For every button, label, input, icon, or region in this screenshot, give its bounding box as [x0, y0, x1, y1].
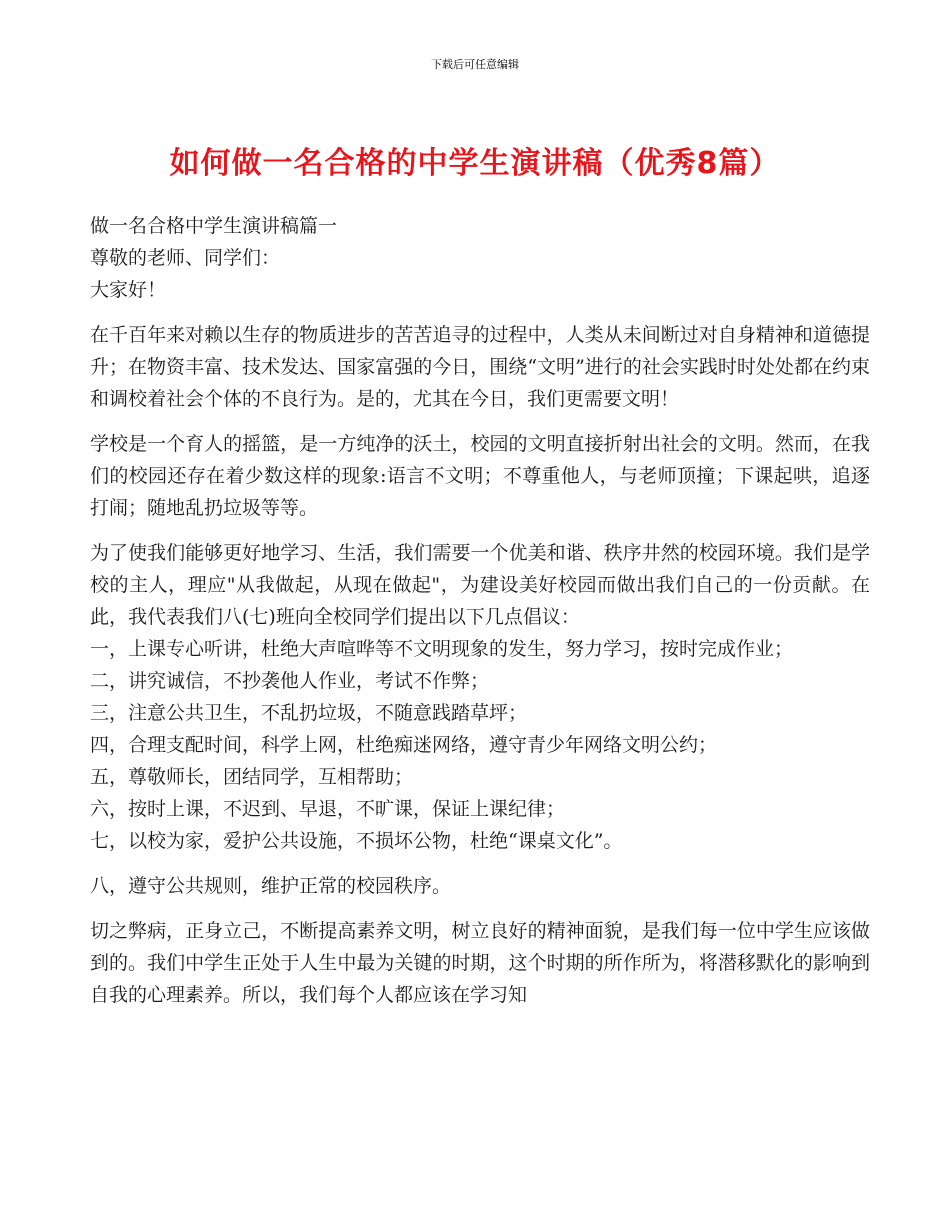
- list-item: 八，遵守公共规则，维护正常的校园秩序。: [90, 875, 452, 897]
- list-item: 一，上课专心听讲，杜绝大声喧哗等不文明现象的发生，努力学习，按时完成作业；: [90, 638, 794, 660]
- greeting: 大家好！: [90, 279, 167, 301]
- list-item: 六，按时上课，不迟到、早退，不旷课，保证上课纪律；: [90, 798, 566, 820]
- list-item: 七，以校为家，爱护公共设施，不损坏公物，杜绝“课桌文化”。: [90, 830, 623, 852]
- salutation: 尊敬的老师、同学们：: [90, 247, 281, 269]
- list-item: 三，注意公共卫生，不乱扔垃圾，不随意践踏草坪；: [90, 702, 528, 724]
- list-item: 五，尊敬师长，团结同学，互相帮助；: [90, 766, 414, 788]
- document-body: [90, 210, 870, 1011]
- list-item: 二，讲究诚信，不抄袭他人作业，考试不作弊；: [90, 670, 490, 692]
- document-title: 如何做一名合格的中学生演讲稿（优秀8篇）: [169, 146, 781, 181]
- paragraph: 切之弊病，正身立己，不断提高素养文明，树立良好的精神面貌，是我们每一位中学生应该做到的。我们中学生正处于人生中最为关键的时期，这个时期的所作所为，将潜移默化的影响到自我的心理素养。所以，我们每个人都应该在学习知: [90, 920, 870, 1006]
- list-item: 四，合理支配时间，科学上网，杜绝痴迷网络，遵守青少年网络文明公约；: [90, 734, 718, 756]
- paragraph: 为了使我们能够更好地学习、生活，我们需要一个优美和谐、秩序井然的校园环境。我们是学校的主人，理应"从我做起，从现在做起"，为建设美好校园而做出我们自己的一份贡献。在此，我代表我们八(七)班向全校同学们提出以下几点倡议：: [90, 542, 870, 628]
- paragraph: 在千百年来对赖以生存的物质进步的苦苦追寻的过程中，人类从未间断过对自身精神和道德提升；在物资丰富、技术发达、国家富强的今日，围绕“文明”进行的社会实践时时处处都在约束和调校着社会个体的不良行为。是的，尤其在今日，我们更需要文明！: [90, 324, 870, 410]
- paragraph: 学校是一个育人的摇篮，是一方纯净的沃土，校园的文明直接折射出社会的文明。然而，在我们的校园还存在着少数这样的现象:语言不文明；不尊重他人，与老师顶撞；下课起哄，追逐打闹；随地乱扔垃圾等等。: [90, 433, 870, 519]
- header-note: 下载后可任意编辑: [431, 58, 519, 71]
- section-heading: 做一名合格中学生演讲稿篇一: [90, 215, 338, 237]
